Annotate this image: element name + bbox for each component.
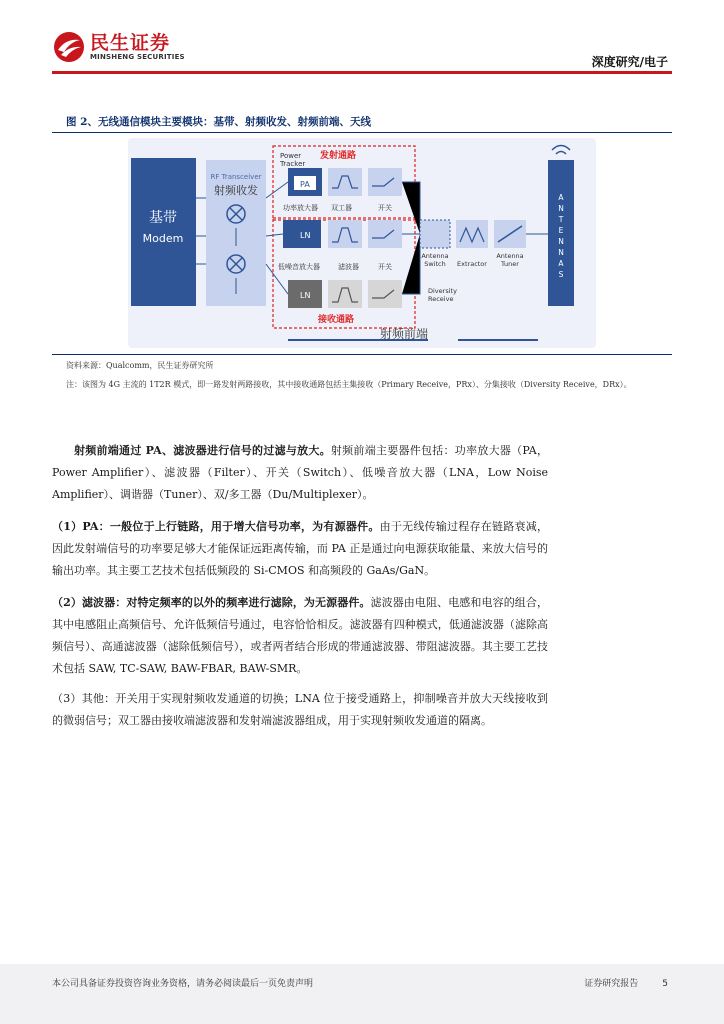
page-header: [0, 0, 724, 74]
diversity-lna-label: LN: [300, 291, 311, 300]
rx-label-filter: 滤波器: [338, 263, 359, 271]
lna-label: LN: [300, 231, 311, 240]
paragraph-filter: [52, 592, 548, 680]
antenna-letter: N: [558, 204, 564, 213]
paragraph-text: 滤波器由电阻、电感和电容的组合，其中电感阻止高频信号、允许低频信号通过，电容恰恰相反。滤波器有四种模式，低通滤波器（滤除高频信号）、高通滤波器（滤除低频信号），或者两者结合形成的带通滤波器、带阻滤波器。其主要工艺技术包括 SAW, TC-SAW, BAW-FBAR, BAW-SMR。: [52, 596, 548, 675]
paragraph-lead: （2）滤波器：对特定频率的以外的频率进行滤除，为无源器件。: [52, 596, 371, 609]
company-logo: [52, 30, 185, 64]
rx-switch-block: [368, 220, 402, 248]
paragraph-lead: 射频前端通过 PA、滤波器进行信号的过滤与放大。: [74, 444, 331, 457]
baseband-en-label: Modem: [142, 232, 184, 245]
extractor-label: Extractor: [457, 260, 487, 268]
antenna-letter: N: [558, 248, 564, 257]
footer-disclaimer: 本公司具备证券投资咨询业务资格，请务必阅读最后一页免责声明: [52, 979, 314, 989]
minsheng-logo-icon: [52, 30, 86, 64]
figure-top-rule: [52, 132, 672, 133]
header-divider: [52, 71, 672, 74]
rf-transceiver-en-label: RF Transceiver: [210, 173, 262, 181]
page-footer: [0, 964, 724, 1024]
tx-path-label: 发射通路: [320, 151, 357, 161]
pa-label: PA: [300, 180, 310, 189]
power-tracker-label-1: Power: [280, 152, 302, 160]
diversity-switch-block: [368, 280, 402, 308]
footer-right: [560, 976, 668, 989]
rx-filter-block: [328, 220, 362, 248]
antenna-letter: N: [558, 237, 564, 246]
logo-chinese-text: 民生证券: [90, 31, 171, 54]
diversity-filter-block: [328, 280, 362, 308]
wireless-signal-icon: [552, 146, 570, 155]
antenna-tuner-label-1: Antenna: [496, 252, 524, 260]
antenna-letter: A: [558, 193, 564, 202]
antenna-switch-block: [420, 220, 450, 248]
rf-frontend-label: 射频前端: [380, 327, 429, 341]
footer-report-type: 证券研究报告: [584, 979, 639, 989]
paragraph-text: 由于无线传输过程存在链路衰减，因此发射端信号的功率要足够大才能保证远距离传输，而 PA 正是通过向电源获取能量、来放大信号的输出功率。其主要工艺技术包括低频段的 Si-CMOS 和高频段的 GaAs/GaN。: [52, 520, 548, 577]
diversity-receive-label-1: Diversity: [428, 287, 457, 295]
rx-path-label: 接收通路: [318, 315, 355, 325]
tx-label-switch: 开关: [378, 204, 392, 212]
paragraph-others: （3）其他：开关用于实现射频收发通道的切换；LNA 位于接受通路上，抑制噪音并放大天线接收到的微弱信号；双工器由接收端滤波器和发射端滤波器组成，用于实现射频收发通道的隔离。: [52, 692, 548, 727]
extractor-block: [456, 220, 488, 248]
figure-title: 图 2、无线通信模块主要模块：基带、射频收发、射频前端、天线: [66, 116, 371, 128]
tx-label-pa: 功率放大器: [283, 204, 318, 212]
power-tracker-label-2: Tracker: [280, 160, 306, 168]
rx-label-switch: 开关: [378, 263, 392, 271]
baseband-cn-label: 基带: [149, 210, 177, 226]
tx-switch-block: [368, 168, 402, 196]
antenna-letter: E: [558, 226, 564, 235]
antenna-tuner-label-2: Tuner: [501, 260, 519, 268]
rx-label-lna: 低噪音放大器: [278, 263, 320, 271]
duplexer-block: [328, 168, 362, 196]
diversity-receive-label-2: Receive: [428, 295, 454, 303]
antenna-letter: T: [558, 215, 564, 224]
antenna-letter: S: [558, 270, 564, 279]
paragraph-rf-frontend: [52, 440, 548, 506]
antenna-switch-label-1: Antenna: [421, 252, 449, 260]
figure-note: 注：该图为 4G 主流的 1T2R 模式，即一路发射两路接收，其中接收通路包括主集接收（Primary Receive，PRx）、分集接收（Diversity Receive，DRx）。: [66, 380, 632, 389]
tx-label-duplexer: 双工器: [331, 204, 352, 212]
antenna-switch-label-2: Switch: [424, 260, 446, 268]
figure-bottom-rule: [52, 354, 672, 355]
paragraph-pa: [52, 516, 548, 582]
logo-english-text: MINSHENG SECURITIES: [90, 52, 185, 61]
rf-module-diagram: [128, 138, 596, 348]
report-category: 深度研究/电子: [591, 55, 668, 69]
page-number: 5: [662, 979, 668, 989]
rf-transceiver-cn-label: 射频收发: [214, 184, 258, 197]
antenna-letter: A: [558, 259, 564, 268]
paragraph-text: 射频前端主要器件包括：功率放大器（PA，Power Amplifier）、滤波器（Filter）、开关（Switch）、低噪音放大器（LNA，Low Noise Amplifier）、调谐器（Tuner）、双/多工器（Du/Multiplexer）。: [52, 444, 548, 501]
paragraph-lead: （1）PA：一般位于上行链路，用于增大信号功率，为有源器件。: [52, 520, 380, 533]
figure-source: 资料来源：Qualcomm，民生证券研究所: [66, 361, 214, 370]
